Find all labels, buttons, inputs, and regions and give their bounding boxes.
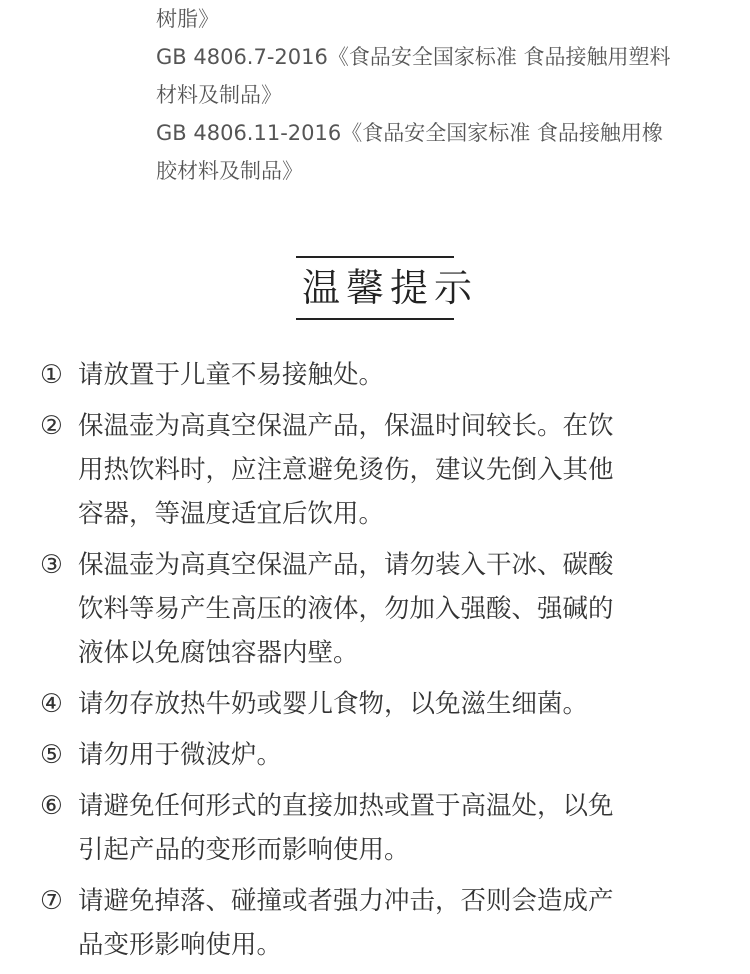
tip-text-line: 请勿存放热牛奶或婴儿食物，以免滋生细菌。 <box>78 689 589 719</box>
tip-text-line: 品变形影响使用。 <box>78 930 283 960</box>
tip-number: ② <box>40 411 63 441</box>
tip-text-line: 保温壶为高真空保温产品，保温时间较长。在饮 <box>78 411 614 441</box>
tip-text-line: 液体以免腐蚀容器内壁。 <box>78 638 359 668</box>
tip-text-line: 引起产品的变形而影响使用。 <box>78 835 410 865</box>
tip-number: ⑤ <box>40 740 63 770</box>
tip-number: ⑦ <box>40 886 63 916</box>
standards-line: GB 4806.7-2016《食品安全国家标准 食品接触用塑料 <box>156 45 671 69</box>
tip-number: ① <box>40 360 63 390</box>
tip-text-line: 请勿用于微波炉。 <box>78 740 283 770</box>
tip-item-3 <box>40 543 720 675</box>
tip-text-line: 饮料等易产生高压的液体，勿加入强酸、强碱的 <box>78 594 614 624</box>
tip-text-line: 保温壶为高真空保温产品，请勿装入干冰、碳酸 <box>78 550 614 580</box>
tip-number: ⑥ <box>40 791 63 821</box>
tip-number: ③ <box>40 550 63 580</box>
tip-text-line: 用热饮料时，应注意避免烫伤，建议先倒入其他 <box>78 455 614 485</box>
tip-text-line: 请避免任何形式的直接加热或置于高温处，以免 <box>78 791 614 821</box>
section-title: 温馨提示 <box>296 256 454 320</box>
tip-item-1 <box>40 353 720 397</box>
tip-item-7 <box>40 879 720 967</box>
section-header <box>0 256 750 320</box>
standards-line: 材料及制品》 <box>156 83 282 107</box>
tip-text-line: 容器，等温度适宜后饮用。 <box>78 499 385 529</box>
tip-item-5 <box>40 733 720 777</box>
standards-line: 树脂》 <box>156 7 219 31</box>
tip-text-line: 请放置于儿童不易接触处。 <box>78 360 385 390</box>
tip-item-4 <box>40 682 720 726</box>
standards-line: 胶材料及制品》 <box>156 159 303 183</box>
standards-list <box>156 0 726 190</box>
tips-list <box>40 353 720 974</box>
tip-number: ④ <box>40 689 63 719</box>
tip-item-2 <box>40 404 720 536</box>
tip-text-line: 请避免掉落、碰撞或者强力冲击，否则会造成产 <box>78 886 614 916</box>
standards-line: GB 4806.11-2016《食品安全国家标准 食品接触用橡 <box>156 121 663 145</box>
tip-item-6 <box>40 784 720 872</box>
